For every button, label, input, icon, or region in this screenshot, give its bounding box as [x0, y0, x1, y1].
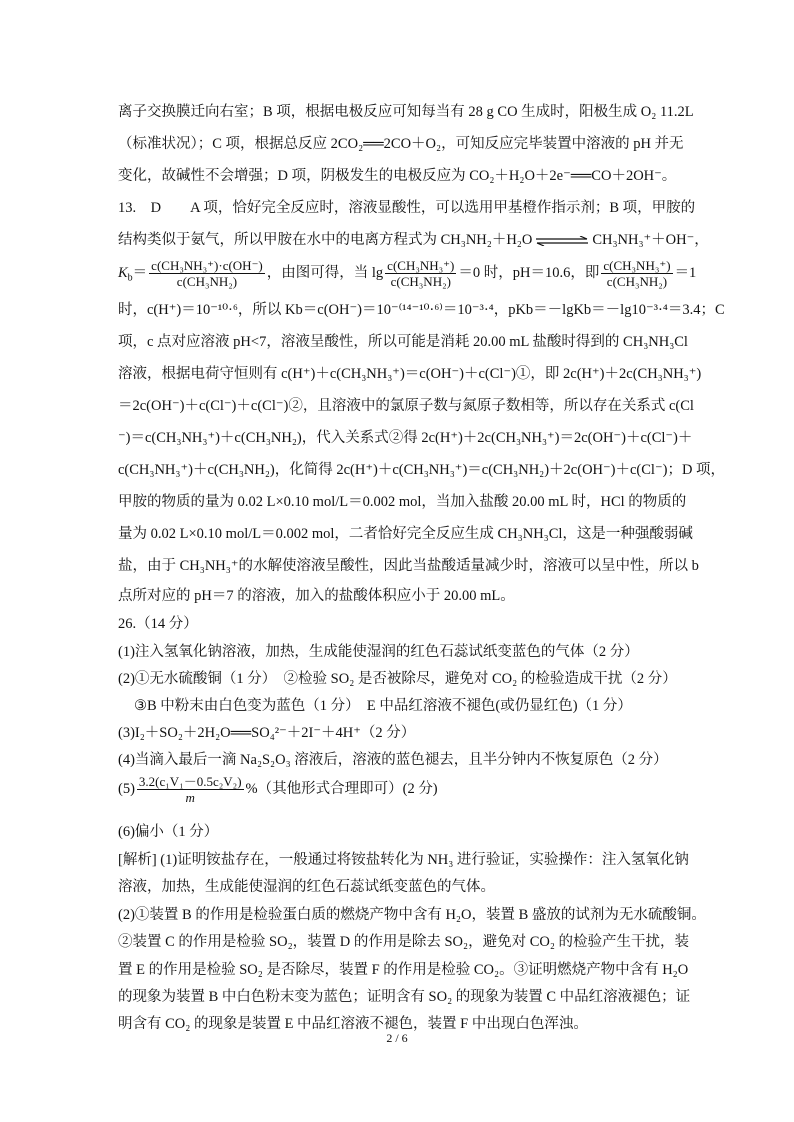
- text-line: [118, 258, 696, 289]
- text-span: %（其他形式合理即可）(2 分): [245, 780, 438, 797]
- answer-line: (6)偏小（1 分）: [118, 824, 219, 840]
- answer-line: (4)当滴入最后一滴 Na₂S₂O₃ 溶液后，溶液的蓝色褪去，且半分钟内不恢复原色（2 分）: [118, 752, 668, 768]
- fraction: [601, 258, 672, 289]
- text-line: 13. D A 项，恰好完全反应时，溶液显酸性，可以选用甲基橙作指示剂；B 项，甲胺的: [118, 200, 696, 216]
- fraction-denominator: c(CH₃NH₂): [176, 274, 238, 289]
- fraction-denominator: m: [185, 790, 195, 805]
- fraction-numerator: c(CH₃NH₃⁺): [387, 258, 455, 273]
- fraction: [385, 258, 456, 289]
- fraction-numerator: 3.2(c₁V₁－0.5c₂V₂): [138, 774, 242, 789]
- analysis-line: (2)①装置 B 的作用是检验蛋白质的燃烧产物中含有 H₂O，装置 B 盛放的试剂为无水硫酸铜。: [118, 907, 706, 923]
- text-line: 盐，由于 CH₃NH₃⁺的水解使溶液呈酸性，因此当盐酸适量减少时，溶液可以呈中性，所以 b: [118, 558, 699, 574]
- text-line: ＝2c(OH⁻)＋c(Cl⁻)＋c(Cl⁻)②，且溶液中的氯原子数与氮原子数相等，所以存在关系式 c(Cl: [118, 398, 694, 414]
- text-line: c(CH₃NH₃⁺)＋c(CH₃NH₂)，化简得 2c(H⁺)＋c(CH₃NH₃⁺)＝c(CH₃NH₂)＋2c(OH⁻)＋c(Cl⁻)；D 项，: [118, 462, 726, 478]
- text-span: ，由图可得，当 lg: [266, 264, 384, 281]
- text-line: （标准状况）；C 项，根据总反应 2CO₂══2CO＋O₂，可知反应完毕装置中溶液的 pH 并无: [118, 136, 684, 152]
- text-line: 变化，故碱性不会增强；D 项，阴极发生的电极反应为 CO₂＋H₂O＋2e⁻══CO＋2OH⁻。: [118, 168, 677, 184]
- text-span: 结构类似于氨气，所以甲胺在水中的电离方程式为 CH₃NH₂＋H₂O: [118, 232, 533, 248]
- text-line: 离子交换膜迁向右室；B 项，根据电极反应可知每当有 28 g CO 生成时，阳极生成 O₂ 11.2L: [118, 104, 694, 120]
- answer-line: ③B 中粉末由白色变为蓝色（1 分） E 中品红溶液不褪色(或仍显红色)（1 分）: [134, 698, 632, 714]
- text-line: 点所对应的 pH＝7 的溶液，加入的盐酸体积应小于 20.00 mL。: [118, 588, 515, 604]
- text-span: ＝1: [674, 264, 697, 281]
- text-line: ⁻)＝c(CH₃NH₃⁺)＋c(CH₃NH₂)，代入关系式②得 2c(H⁺)＋2c(CH₃NH₃⁺)＝2c(OH⁻)＋c(Cl⁻)＋: [118, 430, 693, 446]
- analysis-line: ②装置 C 的作用是检验 SO₂，装置 D 的作用是除去 SO₂，避免对 CO₂ 的检验产生干扰，装: [118, 934, 690, 950]
- fraction: [137, 774, 244, 805]
- answer-line: (2)①无水硫酸铜（1 分） ②检验 SO₂ 是否被除尽，避免对 CO₂ 的检验造成干扰（2 分）: [118, 671, 677, 687]
- kb-symbol: K: [118, 264, 128, 281]
- analysis-line: 置 E 的作用是检验 SO₂ 是否除尽，装置 F 的作用是检验 CO₂。③证明燃烧产物中含有 H₂O: [118, 962, 689, 978]
- kb-subscript: b: [127, 272, 133, 284]
- analysis-line: 溶液，加热，生成能使湿润的红色石蕊试纸变蓝色的气体。: [118, 879, 495, 895]
- analysis-line: [解析] (1)证明铵盐存在，一般通过将铵盐转化为 NH₃ 进行验证，实验操作：注入氢氧化钠: [118, 852, 689, 868]
- text-line: 项，c 点对应溶液 pH<7，溶液呈酸性，所以可能是消耗 20.00 mL 盐酸时得到的 CH₃NH₃Cl: [118, 334, 688, 350]
- text-line: [118, 230, 709, 250]
- text-line: 甲胺的物质的量为 0.02 L×0.10 mol/L＝0.002 mol，当加入盐酸 20.00 mL 时，HCl 的物质的: [118, 494, 687, 510]
- question-heading: 26.（14 分）: [118, 616, 198, 632]
- analysis-line: 的现象为装置 B 中白色粉末变为蓝色；证明含有 SO₂ 的现象为装置 C 中品红溶液褪色；证: [118, 989, 691, 1005]
- text-span: CH₃NH₃⁺＋OH⁻，: [592, 232, 709, 248]
- fraction-numerator: c(CH₃NH₃⁺)·c(OH⁻): [151, 258, 263, 273]
- text-line: 量为 0.02 L×0.10 mol/L＝0.002 mol，二者恰好完全反应生成 CH₃NH₃Cl，这是一种强酸弱碱: [118, 526, 693, 542]
- text-line: 时，c(H⁺)＝10⁻¹⁰·⁶，所以 Kb＝c(OH⁻)＝10⁻⁽¹⁴⁻¹⁰·⁶⁾＝10⁻³·⁴，pKb＝－lgKb＝－lg10⁻³·⁴＝3.4；C: [118, 302, 725, 318]
- page-number: 2 / 6: [386, 1031, 408, 1045]
- fraction-denominator: c(CH₃NH₂): [606, 274, 668, 289]
- reversible-arrow-icon: [535, 236, 589, 246]
- fraction: [149, 258, 265, 289]
- fraction-numerator: c(CH₃NH₃⁺): [603, 258, 671, 273]
- answer-line: [118, 774, 438, 805]
- analysis-line: 明含有 CO₂ 的现象是装置 E 中品红溶液不褪色，装置 F 中出现白色浑浊。: [118, 1016, 588, 1032]
- text-span: ＝0 时，pH＝10.6，即: [458, 264, 600, 281]
- answer-line: (1)注入氢氧化钠溶液，加热，生成能使湿润的红色石蕊试纸变蓝色的气体（2 分）: [118, 644, 639, 660]
- text-span: (5): [118, 780, 135, 797]
- text-line: 溶液，根据电荷守恒则有 c(H⁺)＋c(CH₃NH₃⁺)＝c(OH⁻)＋c(Cl⁻)①，即 2c(H⁺)＋2c(CH₃NH₃⁺): [118, 366, 702, 382]
- fraction-denominator: c(CH₃NH₂): [390, 274, 451, 289]
- answer-line: (3)I₂＋SO₂＋2H₂O══SO₄²⁻＋2I⁻＋4H⁺（2 分）: [118, 725, 416, 741]
- text-span: ＝: [132, 264, 148, 281]
